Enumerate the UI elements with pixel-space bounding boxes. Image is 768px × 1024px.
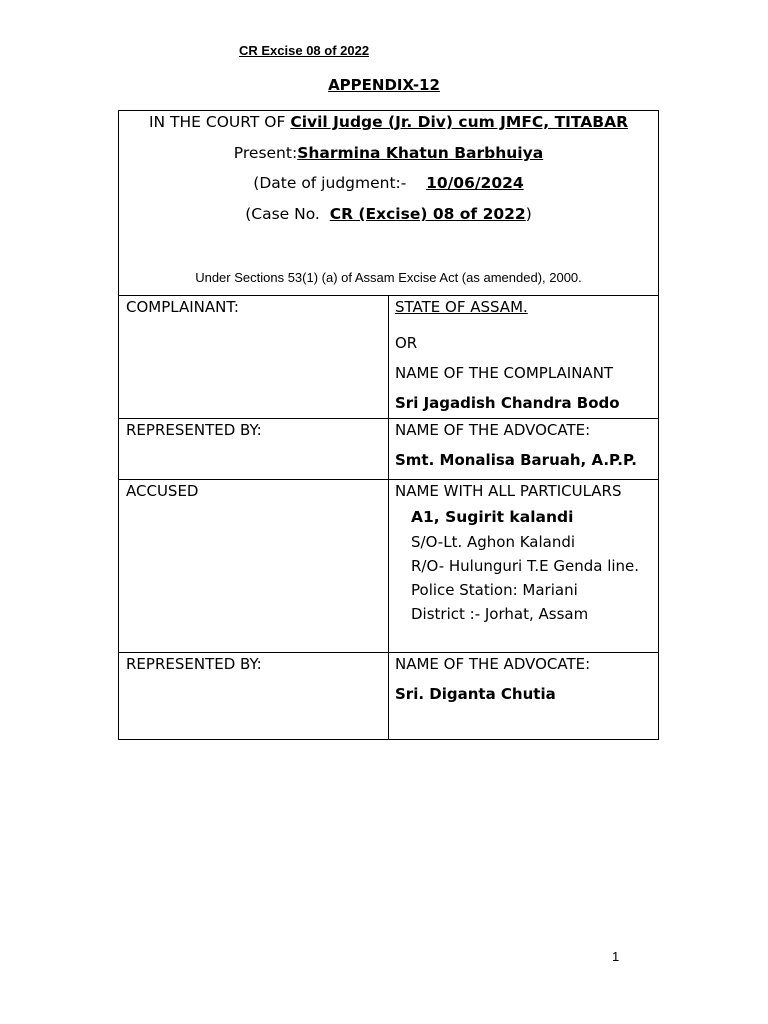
court-name: Civil Judge (Jr. Div) cum JMFC, TITABAR xyxy=(290,113,629,131)
accused-police-station: Police Station: Mariani xyxy=(411,581,578,599)
accused-residence: R/O- Hulunguri T.E Genda line. xyxy=(411,557,640,575)
court-row xyxy=(119,111,659,296)
complainant-name-label: NAME OF THE COMPLAINANT xyxy=(395,364,614,382)
advocate-label: NAME OF THE ADVOCATE: xyxy=(395,421,591,439)
sections-text: Under Sections 53(1) (a) of Assam Excise Act (as amended), 2000. xyxy=(195,270,582,285)
defence-advocate-name: Sri. Diganta Chutia xyxy=(395,685,556,703)
case-reference-header: CR Excise 08 of 2022 xyxy=(239,43,370,58)
accused-row xyxy=(119,480,659,653)
case-number: CR (Excise) 08 of 2022 xyxy=(329,205,526,223)
case-number-label: (Case No. xyxy=(245,205,320,223)
complainant-row xyxy=(119,296,659,419)
judgment-date: 10/06/2024 xyxy=(426,174,524,192)
complainant-or: OR xyxy=(395,334,418,352)
judgment-date-line xyxy=(119,174,658,192)
particulars-label: NAME WITH ALL PARTICULARS xyxy=(395,482,622,500)
accused-advocate-row xyxy=(119,653,659,740)
present-line xyxy=(119,144,658,162)
complainant-advocate-row xyxy=(119,419,659,480)
accused-name: A1, Sugirit kalandi xyxy=(411,508,574,526)
represented-by-label: REPRESENTED BY: xyxy=(119,653,389,740)
represented-by-label: REPRESENTED BY: xyxy=(119,419,389,480)
accused-district: District :- Jorhat, Assam xyxy=(411,605,589,623)
present-label: Present: xyxy=(233,144,298,162)
complainant-advocate-cell xyxy=(389,419,659,480)
complainant-name: Sri Jagadish Chandra Bodo xyxy=(395,394,620,412)
case-number-close: ) xyxy=(525,205,532,223)
appendix-title: APPENDIX-12 xyxy=(328,76,440,94)
court-info-cell xyxy=(119,111,659,296)
court-line xyxy=(119,113,658,131)
judgment-date-label: (Date of judgment:- xyxy=(253,174,407,192)
court-prefix: IN THE COURT OF xyxy=(148,113,291,131)
accused-father: S/O-Lt. Aghon Kalandi xyxy=(411,533,576,551)
case-details-table xyxy=(118,110,659,740)
accused-label: ACCUSED xyxy=(119,480,389,653)
prosecution-advocate-name: Smt. Monalisa Baruah, A.P.P. xyxy=(395,451,637,469)
accused-particulars xyxy=(395,504,658,626)
complainant-value-cell xyxy=(389,296,659,419)
presiding-officer-name: Sharmina Khatun Barbhuiya xyxy=(297,144,544,162)
page-number: 1 xyxy=(612,949,620,964)
case-number-line xyxy=(119,205,658,223)
accused-advocate-cell xyxy=(389,653,659,740)
advocate-label: NAME OF THE ADVOCATE: xyxy=(395,655,591,673)
accused-details-cell xyxy=(389,480,659,653)
complainant-label: COMPLAINANT: xyxy=(119,296,389,419)
complainant-state: STATE OF ASSAM. xyxy=(395,298,528,316)
